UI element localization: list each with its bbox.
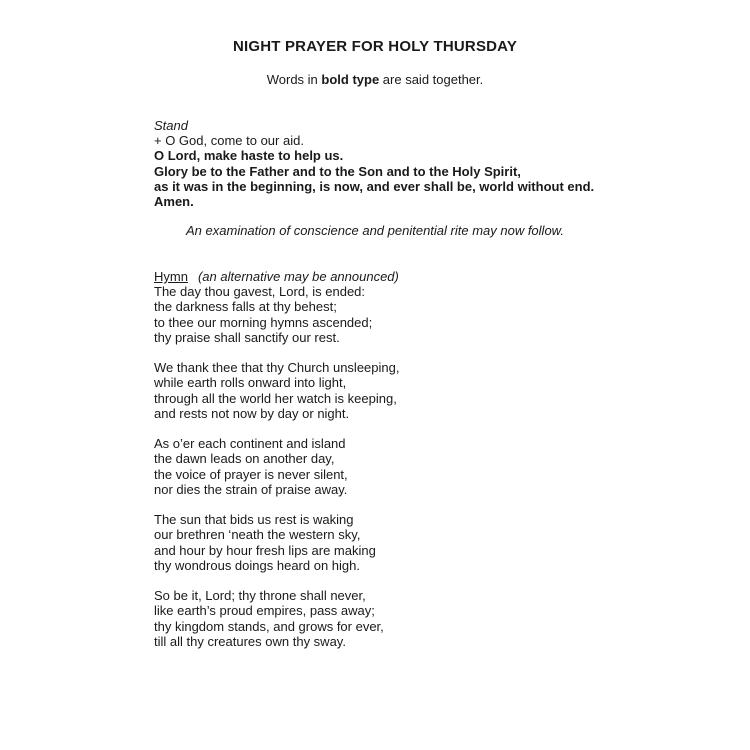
hymn-line: while earth rolls onward into light, <box>154 375 347 391</box>
hymn-line: through all the world her watch is keeping, <box>154 390 397 406</box>
hymn-line: and hour by hour fresh lips are making <box>154 542 376 558</box>
hymn-line: thy wondrous doings heard on high. <box>154 557 360 573</box>
hymn-line: and rests not now by day or night. <box>154 405 350 421</box>
gloria-line-1: Glory be to the Father and to the Son and to the Holy Spirit, <box>154 163 521 179</box>
amen: Amen. <box>154 194 194 210</box>
hymn-heading <box>154 269 399 284</box>
examination-rubric <box>0 223 750 238</box>
hymn-line: thy kingdom stands, and grows for ever, <box>154 618 384 634</box>
examination-rubric-text: An examination of conscience and penitential rite may now follow. <box>186 223 564 238</box>
hymn-line: till all thy creatures own thy sway. <box>154 633 346 649</box>
hymn-alternative-note: (an alternative may be announced) <box>197 269 399 284</box>
instruction-text-after: are said together. <box>379 72 484 87</box>
instruction-bold-text: bold type <box>321 72 380 87</box>
hymn-stanza <box>154 360 399 421</box>
instruction-text-before: Words in <box>266 72 322 87</box>
hymn-line: the dawn leads on another day, <box>154 451 335 467</box>
page-title: NIGHT PRAYER FOR HOLY THURSDAY <box>232 38 518 55</box>
hymn-line: The sun that bids us rest is waking <box>154 512 354 528</box>
hymn-line: to thee our morning hymns ascended; <box>154 314 373 330</box>
hymn-stanza <box>154 588 399 649</box>
hymn-line: The day thou gavest, Lord, is ended: <box>154 284 366 300</box>
hymn-section <box>154 269 399 649</box>
hymn-line: As o’er each continent and island <box>154 436 346 452</box>
opening-response: O Lord, make haste to help us. <box>154 148 344 164</box>
hymn-stanza <box>154 512 399 573</box>
hymn-stanza <box>154 284 399 345</box>
opening-versicles <box>154 118 594 209</box>
hymn-line: the darkness falls at thy behest; <box>154 299 337 315</box>
hymn-line: like earth’s proud empires, pass away; <box>154 603 375 619</box>
hymn-line: nor dies the strain of praise away. <box>154 481 348 497</box>
hymn-line: So be it, Lord; thy throne shall never, <box>154 588 366 604</box>
hymn-line: the voice of prayer is never silent, <box>154 466 348 482</box>
bold-type-instruction <box>0 72 750 87</box>
stand-rubric: Stand <box>154 118 188 133</box>
opening-versicle: + O God, come to our aid. <box>154 133 304 149</box>
hymn-line: our brethren ‘neath the western sky, <box>154 527 361 543</box>
hymn-line: thy praise shall sanctify our rest. <box>154 329 340 345</box>
gloria-line-2: as it was in the beginning, is now, and ever shall be, world without end. <box>154 178 595 194</box>
hymn-stanza <box>154 436 399 497</box>
hymn-line: We thank thee that thy Church unsleeping, <box>154 360 400 376</box>
hymn-stanzas <box>154 284 399 649</box>
hymn-label: Hymn <box>154 269 188 284</box>
